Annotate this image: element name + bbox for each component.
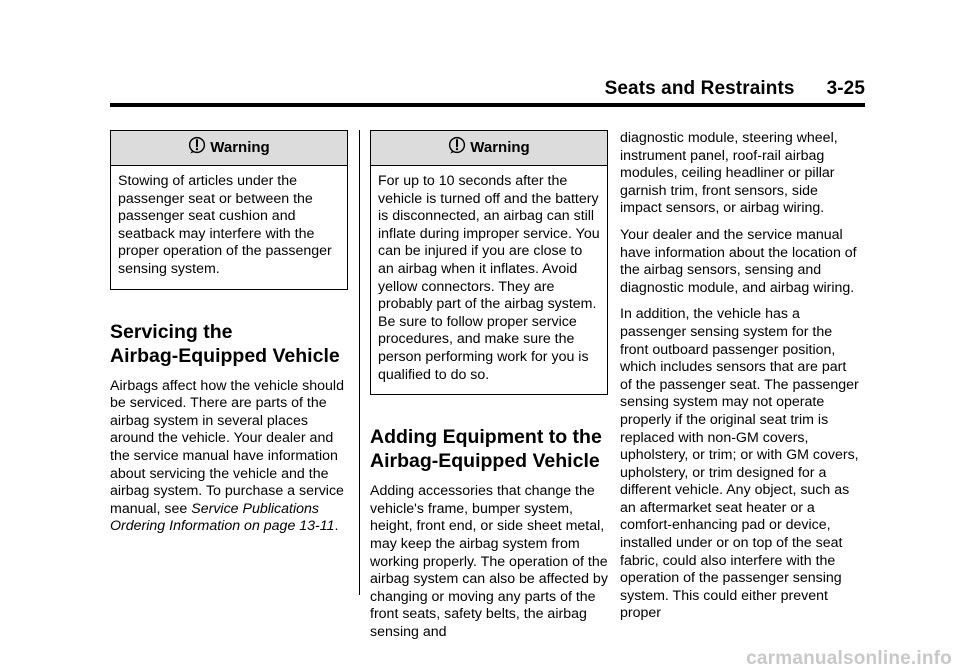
section-heading — [110, 320, 348, 368]
column-divider — [359, 130, 360, 595]
watermark: carmanualsonline.info — [746, 648, 952, 669]
paragraph-text: Airbags affect how the vehicle should be serviced. There are parts of the airbag system in several places around the vehicle. Your dealer and the service manual have information about servicing the vehicle and the airbag system. To purchase a service manual, see — [110, 377, 344, 517]
page-header — [605, 78, 865, 100]
warning-icon — [448, 136, 466, 154]
warning-title: Warning — [210, 139, 270, 157]
paragraph — [110, 378, 348, 536]
column-1 — [110, 130, 348, 536]
heading-line-2: Airbag-Equipped Vehicle — [370, 450, 600, 473]
column-2 — [370, 130, 608, 641]
page-number: 3-25 — [826, 78, 865, 99]
warning-text: Stowing of articles under the passenger seat or between the passenger seat cushion and seatback may interfere with the proper operation of the passenger sensing system. — [118, 173, 332, 277]
section-title: Seats and Restraints — [604, 78, 795, 99]
paragraph: Adding accessories that change the vehicle's frame, bumper system, height, front end, or side sheet metal, may keep the airbag system from working properly. The operation of the airbag system can also be affected by changing or moving any parts of the front seats, safety belts, the airbag sensing and — [370, 483, 608, 640]
header-rule — [110, 103, 865, 107]
paragraph: diagnostic module, steering wheel, instrument panel, roof-rail airbag modules, ceiling headliner or pillar garnish trim, front sensors, side impact sensors, or airbag wiring. — [620, 130, 838, 217]
paragraph: Your dealer and the service manual have information about the location of the airbag sensors, sensing and diagnostic module, and airbag wiring. — [620, 226, 857, 296]
cross-reference-link[interactable]: Service Publications Ordering Information on page 13-11 — [110, 500, 335, 535]
warning-text: For up to 10 seconds after the vehicle is turned off and the battery is disconnected, an airbag can still inflate during improper service. You can be injured if you are close to an airbag when it inflates. Avoid yellow connectors. They are probably part of the airbag system. Be sure to follow proper service procedures, and make sure the person performing work for you is qualified to do so. — [378, 173, 600, 383]
warning-box — [370, 130, 608, 395]
warning-title: Warning — [470, 139, 530, 157]
warning-box — [110, 130, 348, 290]
column-3 — [620, 130, 860, 623]
heading-line-1: Servicing the — [110, 320, 233, 343]
heading-line-2: Airbag-Equipped Vehicle — [110, 344, 340, 367]
heading-line-1: Adding Equipment to the — [370, 426, 602, 449]
paragraph: In addition, the vehicle has a passenger sensing system for the front outboard passenger position, which includes sensors that are part of the passenger seat. The passenger sensing system may not operate properly if the original seat trim is replaced with non-GM covers, upholstery, or trim; or with GM covers, upholstery, or trim designed for a different vehicle. Any object, such as an aftermarket seat heater or a comfort-enhancing pad or device, installed under or on top of the seat fabric, could also interfere with the operation of the passenger sensing system. This could either prevent proper — [620, 306, 859, 622]
section-heading — [370, 425, 608, 473]
warning-icon — [188, 136, 206, 154]
warning-header — [371, 131, 607, 166]
paragraph-end: . — [334, 518, 339, 535]
warning-header — [111, 131, 347, 166]
